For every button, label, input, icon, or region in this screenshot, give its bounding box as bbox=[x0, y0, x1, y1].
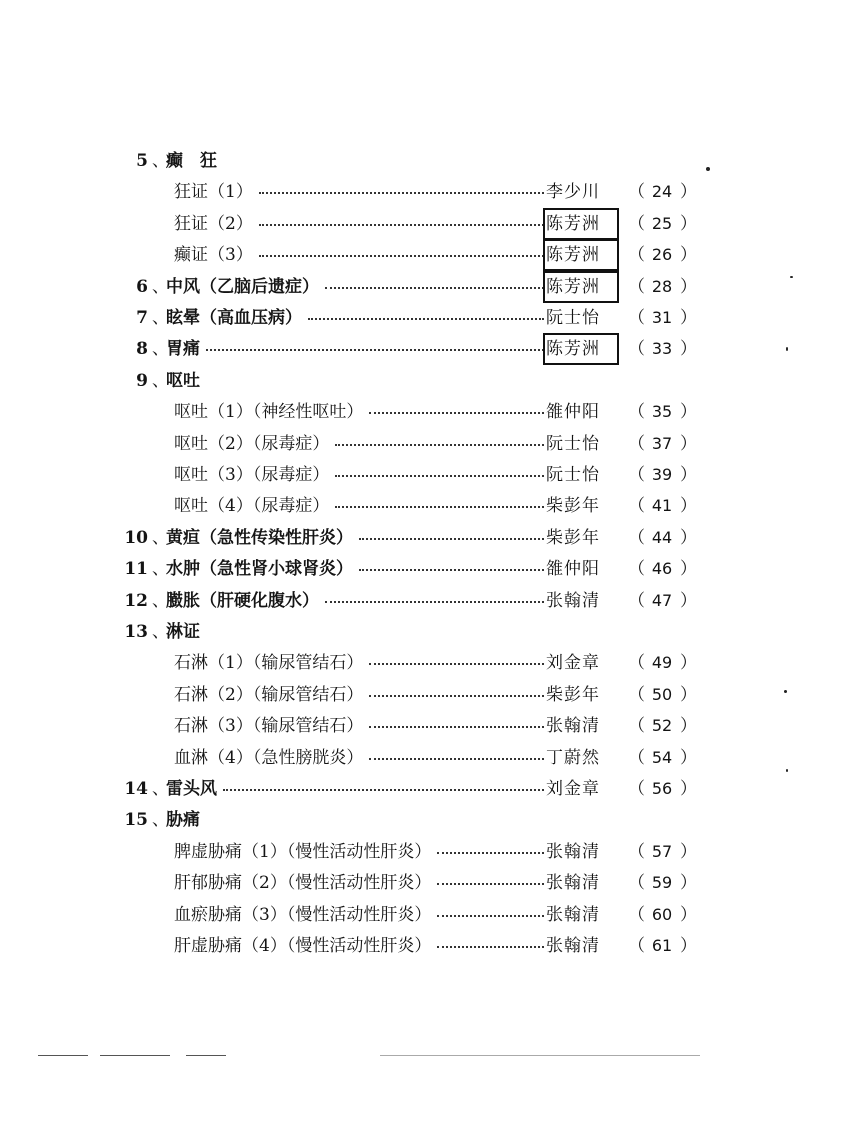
scan-speck bbox=[790, 276, 793, 278]
dot-leader bbox=[259, 255, 544, 257]
entry-title: 石淋（1）（输尿管结石） bbox=[174, 653, 364, 674]
entry-title: 狂证（2） bbox=[174, 213, 253, 234]
scan-speck bbox=[706, 167, 710, 171]
dot-leader bbox=[437, 946, 544, 948]
entry-author: 丁蔚然 bbox=[546, 747, 600, 768]
dot-leader bbox=[259, 192, 544, 194]
entry-author: 张翰清 bbox=[546, 716, 600, 737]
toc-entry bbox=[0, 805, 866, 835]
dot-leader bbox=[335, 506, 544, 508]
entry-page-number: 56 bbox=[651, 779, 673, 798]
entry-number-separator: 、 bbox=[152, 370, 169, 391]
entry-page-number: 37 bbox=[651, 433, 673, 453]
entry-page-number: 52 bbox=[651, 716, 673, 736]
page-close-paren: ） bbox=[680, 559, 697, 580]
dot-leader bbox=[325, 287, 544, 289]
page-open-paren: （ bbox=[628, 841, 645, 862]
page-open-paren: （ bbox=[628, 716, 645, 737]
entry-number: 13 bbox=[124, 622, 148, 642]
page-open-paren: （ bbox=[628, 747, 645, 768]
entry-number: 9 bbox=[136, 370, 148, 391]
dot-leader bbox=[359, 569, 544, 571]
toc-entry bbox=[0, 900, 866, 930]
entry-author: 柴彭年 bbox=[546, 496, 600, 517]
page-close-paren: ） bbox=[680, 182, 697, 203]
scan-speck bbox=[786, 769, 788, 772]
page-close-paren: ） bbox=[680, 339, 697, 360]
toc-entry bbox=[0, 177, 866, 207]
entry-title: 呕吐（3）（尿毒症） bbox=[174, 465, 330, 485]
page-open-paren: （ bbox=[628, 590, 645, 611]
dot-leader bbox=[437, 852, 544, 854]
page-close-paren: ） bbox=[680, 213, 697, 234]
entry-title: 呕吐（4）（尿毒症） bbox=[174, 496, 330, 517]
entry-author: 张翰清 bbox=[546, 936, 600, 956]
dot-leader bbox=[437, 915, 544, 917]
entry-author: 刘金章 bbox=[546, 779, 600, 799]
page-close-paren: ） bbox=[680, 716, 697, 737]
entry-number-separator: 、 bbox=[152, 308, 169, 328]
dot-leader bbox=[369, 726, 544, 728]
entry-number-separator: 、 bbox=[152, 339, 169, 360]
entry-author: 雒仲阳 bbox=[546, 402, 600, 423]
entry-page-number: 31 bbox=[651, 308, 673, 327]
page-close-paren: ） bbox=[680, 496, 697, 517]
scan-footer-line bbox=[38, 1055, 88, 1056]
entry-author: 李少川 bbox=[546, 182, 600, 203]
toc-entry bbox=[0, 711, 866, 741]
page-close-paren: ） bbox=[680, 245, 697, 266]
scan-footer-line bbox=[380, 1055, 700, 1056]
dot-leader bbox=[369, 663, 544, 665]
toc-entry bbox=[0, 240, 866, 270]
page-close-paren: ） bbox=[680, 779, 697, 799]
dot-leader bbox=[259, 224, 544, 226]
entry-number: 14 bbox=[124, 779, 148, 799]
toc-entry bbox=[0, 868, 866, 898]
toc-entry bbox=[0, 429, 866, 459]
page-close-paren: ） bbox=[680, 465, 697, 485]
entry-number-separator: 、 bbox=[152, 527, 169, 548]
entry-page-number: 46 bbox=[651, 559, 673, 579]
entry-title: 肝郁胁痛（2）（慢性活动性肝炎） bbox=[174, 873, 432, 894]
entry-author: 张翰清 bbox=[546, 841, 600, 862]
toc-entry bbox=[0, 837, 866, 867]
entry-author: 陈芳洲 bbox=[544, 209, 618, 239]
dot-leader bbox=[223, 789, 544, 791]
page-close-paren: ） bbox=[680, 433, 697, 454]
entry-page-number: 26 bbox=[651, 245, 673, 265]
entry-title: 淋证 bbox=[166, 622, 200, 642]
entry-author: 阮士怡 bbox=[546, 433, 600, 454]
page-close-paren: ） bbox=[680, 276, 697, 297]
entry-page-number: 25 bbox=[651, 213, 673, 233]
entry-title: 血淋（4）（急性膀胱炎） bbox=[174, 747, 364, 768]
toc-entry bbox=[0, 366, 866, 396]
dot-leader bbox=[437, 883, 544, 885]
page-open-paren: （ bbox=[628, 527, 645, 548]
page-open-paren: （ bbox=[628, 904, 645, 925]
entry-number-separator: 、 bbox=[152, 559, 169, 580]
entry-author: 柴彭年 bbox=[546, 527, 600, 548]
entry-page-number: 47 bbox=[651, 590, 673, 610]
entry-author: 刘金章 bbox=[546, 653, 600, 674]
entry-title: 狂证（1） bbox=[174, 182, 253, 203]
entry-number: 10 bbox=[124, 527, 148, 548]
page-open-paren: （ bbox=[628, 873, 645, 894]
entry-page-number: 54 bbox=[651, 747, 673, 767]
toc-entry bbox=[0, 743, 866, 773]
dot-leader bbox=[308, 318, 544, 320]
entry-author: 张翰清 bbox=[546, 873, 600, 894]
entry-number-separator: 、 bbox=[152, 590, 169, 611]
toc-entry bbox=[0, 774, 866, 804]
entry-number: 8 bbox=[136, 339, 148, 360]
page-open-paren: （ bbox=[628, 276, 645, 297]
entry-number: 11 bbox=[124, 559, 148, 580]
entry-author: 陈芳洲 bbox=[544, 334, 618, 364]
dot-leader bbox=[335, 475, 544, 477]
entry-title: 呕吐 bbox=[166, 370, 200, 391]
page-close-paren: ） bbox=[680, 841, 697, 862]
entry-number: 15 bbox=[124, 810, 148, 831]
entry-title: 石淋（2）（输尿管结石） bbox=[174, 684, 364, 705]
entry-title: 臌胀（肝硬化腹水） bbox=[166, 590, 319, 611]
scan-footer-line bbox=[100, 1055, 170, 1056]
entry-number-separator: 、 bbox=[152, 151, 169, 171]
page-open-paren: （ bbox=[628, 496, 645, 517]
entry-page-number: 35 bbox=[651, 402, 673, 422]
entry-author: 陈芳洲 bbox=[544, 240, 618, 270]
toc-entry bbox=[0, 303, 866, 333]
toc-entry bbox=[0, 617, 866, 647]
page-open-paren: （ bbox=[628, 213, 645, 234]
page-open-paren: （ bbox=[628, 339, 645, 360]
page-open-paren: （ bbox=[628, 653, 645, 674]
entry-author: 陈芳洲 bbox=[544, 272, 618, 302]
toc-entry bbox=[0, 334, 866, 364]
entry-number: 7 bbox=[136, 308, 148, 328]
toc-entry bbox=[0, 491, 866, 521]
entry-title: 脾虚胁痛（1）（慢性活动性肝炎） bbox=[174, 841, 432, 862]
page-open-paren: （ bbox=[628, 559, 645, 580]
page-close-paren: ） bbox=[680, 904, 697, 925]
page-open-paren: （ bbox=[628, 308, 645, 328]
entry-title: 血瘀胁痛（3）（慢性活动性肝炎） bbox=[174, 904, 432, 925]
entry-title: 呕吐（1）（神经性呕吐） bbox=[174, 402, 364, 423]
entry-title: 雷头风 bbox=[166, 779, 217, 799]
entry-number-separator: 、 bbox=[152, 276, 169, 297]
entry-title: 眩晕（高血压病） bbox=[166, 308, 302, 328]
entry-page-number: 57 bbox=[651, 841, 673, 861]
toc-entry bbox=[0, 648, 866, 678]
entry-title: 癫 狂 bbox=[166, 151, 217, 171]
scan-speck bbox=[784, 690, 787, 693]
toc-entry bbox=[0, 554, 866, 584]
entry-title: 水肿（急性肾小球肾炎） bbox=[166, 559, 353, 580]
dot-leader bbox=[369, 758, 544, 760]
page-close-paren: ） bbox=[680, 308, 697, 328]
page-open-paren: （ bbox=[628, 465, 645, 485]
toc-entry bbox=[0, 523, 866, 553]
entry-title: 呕吐（2）（尿毒症） bbox=[174, 433, 330, 454]
entry-page-number: 60 bbox=[651, 904, 673, 924]
entry-page-number: 24 bbox=[651, 182, 673, 202]
entry-title: 石淋（3）（输尿管结石） bbox=[174, 716, 364, 737]
entry-page-number: 59 bbox=[651, 873, 673, 893]
entry-title: 癫证（3） bbox=[174, 245, 253, 266]
entry-author: 张翰清 bbox=[546, 590, 600, 611]
page-open-paren: （ bbox=[628, 402, 645, 423]
toc-entry bbox=[0, 146, 866, 176]
entry-author: 阮士怡 bbox=[546, 308, 600, 328]
scan-footer-line bbox=[186, 1055, 226, 1056]
entry-page-number: 49 bbox=[651, 653, 673, 673]
toc-entry bbox=[0, 397, 866, 427]
entry-number: 12 bbox=[124, 590, 148, 611]
entry-number: 6 bbox=[136, 276, 148, 297]
entry-author: 阮士怡 bbox=[546, 465, 600, 485]
page-close-paren: ） bbox=[680, 653, 697, 674]
page-open-paren: （ bbox=[628, 182, 645, 203]
entry-title: 黄疸（急性传染性肝炎） bbox=[166, 527, 353, 548]
entry-page-number: 39 bbox=[651, 465, 673, 484]
entry-page-number: 61 bbox=[651, 936, 673, 955]
dot-leader bbox=[369, 412, 544, 414]
toc-entry bbox=[0, 209, 866, 239]
entry-number-separator: 、 bbox=[152, 622, 169, 642]
dot-leader bbox=[325, 601, 544, 603]
page-close-paren: ） bbox=[680, 402, 697, 423]
page-close-paren: ） bbox=[680, 873, 697, 894]
toc-entry bbox=[0, 680, 866, 710]
page-close-paren: ） bbox=[680, 747, 697, 768]
toc-entry bbox=[0, 272, 866, 302]
entry-number: 5 bbox=[136, 151, 148, 171]
entry-author: 柴彭年 bbox=[546, 684, 600, 705]
page-open-paren: （ bbox=[628, 936, 645, 956]
dot-leader bbox=[359, 538, 544, 540]
entry-title: 胃痛 bbox=[166, 339, 200, 360]
page-close-paren: ） bbox=[680, 936, 697, 956]
dot-leader bbox=[206, 349, 544, 351]
entry-page-number: 50 bbox=[651, 684, 673, 704]
entry-author: 雒仲阳 bbox=[546, 559, 600, 580]
page-open-paren: （ bbox=[628, 245, 645, 266]
entry-number-separator: 、 bbox=[152, 810, 169, 831]
entry-page-number: 33 bbox=[651, 339, 673, 359]
entry-page-number: 44 bbox=[651, 527, 673, 547]
entry-author: 张翰清 bbox=[546, 904, 600, 925]
entry-title: 胁痛 bbox=[166, 810, 200, 831]
toc-entry bbox=[0, 460, 866, 490]
toc-entry bbox=[0, 931, 866, 961]
dot-leader bbox=[335, 444, 544, 446]
scan-speck bbox=[786, 347, 788, 351]
page-open-paren: （ bbox=[628, 433, 645, 454]
dot-leader bbox=[369, 695, 544, 697]
toc-entry bbox=[0, 586, 866, 616]
entry-title: 中风（乙脑后遗症） bbox=[166, 276, 319, 297]
entry-number-separator: 、 bbox=[152, 779, 169, 799]
entry-page-number: 41 bbox=[651, 496, 673, 516]
page-close-paren: ） bbox=[680, 527, 697, 548]
entry-title: 肝虚胁痛（4）（慢性活动性肝炎） bbox=[174, 936, 432, 956]
page-open-paren: （ bbox=[628, 684, 645, 705]
page-close-paren: ） bbox=[680, 684, 697, 705]
page-close-paren: ） bbox=[680, 590, 697, 611]
entry-page-number: 28 bbox=[651, 276, 673, 296]
page-open-paren: （ bbox=[628, 779, 645, 799]
